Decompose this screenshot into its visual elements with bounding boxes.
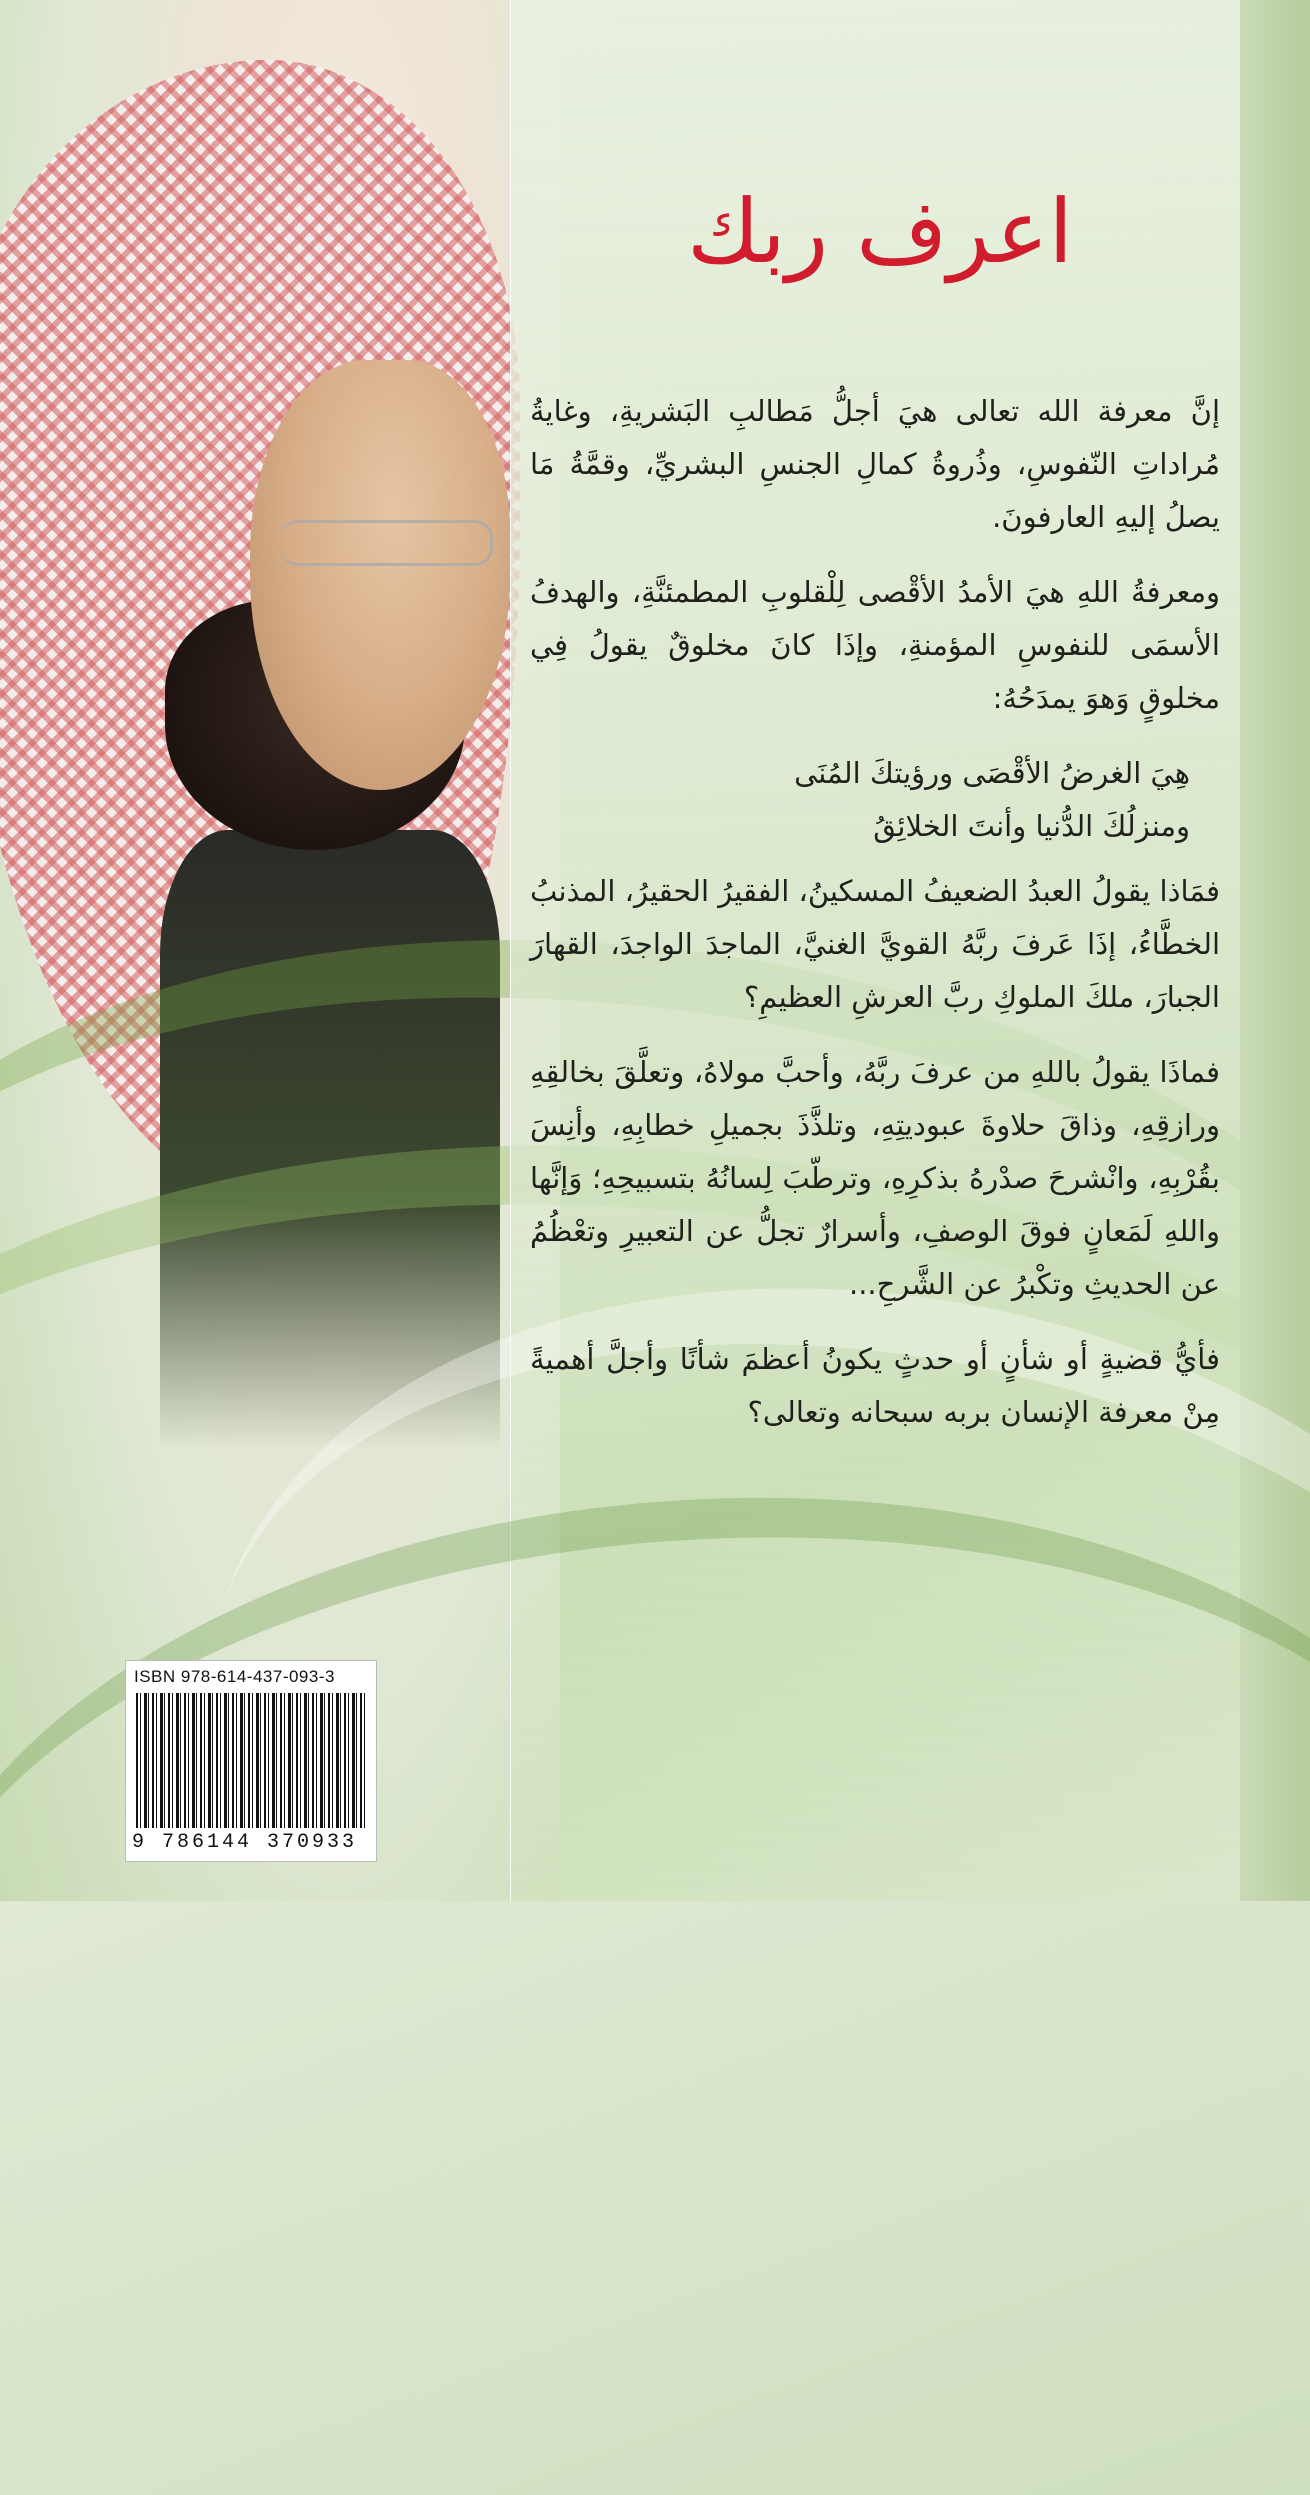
paragraph: فأيُّ قضيةٍ أو شأنٍ أو حدثٍ يكونُ أعظمَ شأنًا وأجلَّ أهميةً مِنْ معرفة الإنسان بربه سبحانه وتعالى؟ — [530, 1342, 1220, 1429]
verse-line: ومنزلُكَ الدُّنيا وأنتَ الخلائِقُ — [873, 809, 1190, 843]
paragraph: ومعرفةُ اللهِ هيَ الأمدُ الأقْصى لِلْقلوبِ المطمئنَّةِ، والهدفُ الأسمَى للنفوسِ المؤمنةِ، وإذَا كانَ مخلوقٌ يقولُ فِي مخلوقٍ وَهوَ يمدَحُهُ: — [530, 575, 1220, 715]
paragraph: إنَّ معرفة الله تعالى هيَ أجلُّ مَطالبِ البَشريةِ، وغايةُ مُراداتِ النّفوسِ، وذُروةُ كمالِ الجنسِ البشريِّ، وقمَّةُ مَا يصلُ إليهِ العارفونَ. — [530, 394, 1220, 534]
paragraph: فماذَا يقولُ باللهِ من عرفَ ربَّهُ، وأحبَّ مولاهُ، وتعلَّقَ بخالقِهِ ورازقِهِ، وذاقَ حلاوةَ عبوديتِهِ، وتلذَّذَ بجميلِ خطابِهِ، وأنِسَ بقُرْبِهِ، وانْشرحَ صدْرهُ بذكرِهِ، وترطّبَ لِسانُهُ بتسبيحِهِ؛ وَإنَّها واللهِ لَمَعانٍ فوقَ الوصفِ، وأسرارٌ تجلُّ عن التعبيرِ وتعْظُمُ عن الحديثِ وتكْبرُ عن الشَّرحِ... — [530, 1055, 1220, 1301]
paragraph: فمَاذا يقولُ العبدُ الضعيفُ المسكينُ، الفقيرُ الحقيرُ، المذنبُ الخطَّاءُ، إذَا عَرفَ ربَّهُ القويَّ الغنيَّ، الماجدَ الواجدَ، القهارَ الجبارَ، ملكَ الملوكِ ربَّ العرشِ العظيمِ؟ — [530, 874, 1220, 1014]
book-title: اعرف ربك — [687, 180, 1073, 283]
face — [250, 360, 510, 790]
barcode — [125, 1660, 377, 1862]
barcode-bars — [136, 1693, 366, 1828]
poem-verse — [530, 747, 1220, 853]
back-cover-text — [530, 385, 1220, 1461]
glasses — [280, 520, 493, 566]
verse-line: هِيَ الغرضُ الأقْصَى ورؤيتكَ المُنَى — [794, 756, 1190, 790]
isbn-label: ISBN 978-614-437-093-3 — [134, 1667, 335, 1686]
barcode-digits: 9 786144 370933 — [132, 1831, 358, 1854]
